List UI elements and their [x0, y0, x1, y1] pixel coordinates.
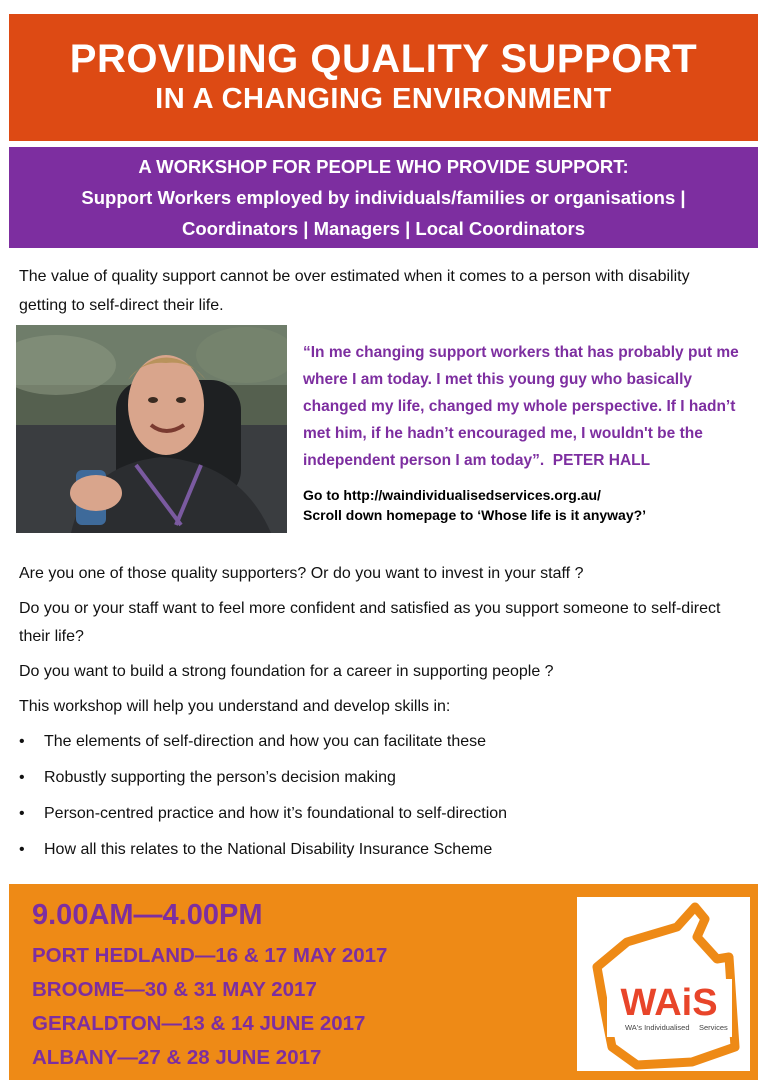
wa-map-logo-icon — [577, 897, 750, 1071]
title-banner — [9, 14, 758, 141]
audience-banner — [9, 147, 758, 248]
date-port-hedland: PORT HEDLAND—16 & 17 MAY 2017 — [32, 944, 388, 967]
wais-logo — [577, 897, 750, 1071]
date-broome: BROOME—30 & 31 MAY 2017 — [32, 978, 317, 1001]
logo-tagline-right: Services — [699, 1023, 728, 1032]
bullet-icon: • — [19, 769, 25, 786]
list-item: • Robustly supporting the person’s decision making — [19, 764, 749, 792]
scroll-instruction: Scroll down homepage to ‘Whose life is it anyway?’ — [303, 507, 647, 523]
quote-text: “In me changing support workers that has probably put me where I am today. I met this young guy who basically changed my life, changed my whole perspective. If I hadn’t met him, if he hadn’t encouraged me, I wouldn't be the independent person I am today”. — [303, 344, 739, 469]
list-item: • Person-centred practice and how it’s foundational to self-direction — [19, 800, 749, 828]
person-photo-illustration — [16, 325, 287, 533]
list-item: • How all this relates to the National Disability Insurance Scheme — [19, 836, 749, 864]
date-albany: ALBANY—27 & 28 JUNE 2017 — [32, 1046, 322, 1069]
body-paragraph-1: Are you one of those quality supporters? Or do you want to invest in your staff ? — [19, 565, 584, 582]
testimonial-quote — [303, 339, 753, 474]
title-line1: PROVIDING QUALITY SUPPORT — [69, 37, 698, 81]
body-paragraph-4: This workshop will help you understand and develop skills in: — [19, 698, 451, 715]
website-link[interactable]: Go to http://waindividualisedservices.org.au/ — [303, 487, 601, 503]
skills-list — [19, 728, 749, 864]
workshop-time: 9.00AM—4.00PM — [32, 899, 263, 931]
bullet-icon: • — [19, 805, 25, 822]
schedule-box — [9, 884, 758, 1080]
audience-line3: Coordinators | Managers | Local Coordinators — [181, 218, 586, 239]
body-section — [19, 560, 749, 872]
list-item: • The elements of self-direction and how you can facilitate these — [19, 728, 749, 756]
body-paragraph-3: Do you want to build a strong foundation for a career in supporting people ? — [19, 663, 554, 680]
audience-line2: Support Workers employed by individuals/families or organisations | — [81, 187, 686, 208]
date-geraldton: GERALDTON—13 & 14 JUNE 2017 — [32, 1012, 366, 1035]
body-paragraph-2: Do you or your staff want to feel more confident and satisfied as you support someone to self-direct their life? — [19, 600, 721, 645]
audience-line1: A WORKSHOP FOR PEOPLE WHO PROVIDE SUPPORT: — [138, 156, 629, 177]
bullet-icon: • — [19, 733, 25, 750]
photo-peter-hall — [16, 325, 287, 533]
logo-tagline-left: WA's Individualised — [625, 1023, 690, 1032]
website-instructions — [303, 485, 753, 525]
title-line2: IN A CHANGING ENVIRONMENT — [155, 83, 612, 115]
workshop-dates — [32, 939, 387, 1075]
logo-wordmark: WAiS — [620, 982, 718, 1024]
bullet-icon: • — [19, 841, 25, 858]
quote-author: PETER HALL — [552, 452, 651, 469]
intro-paragraph: The value of quality support cannot be over estimated when it comes to a person with disability getting to self-direct their life. — [19, 268, 690, 314]
